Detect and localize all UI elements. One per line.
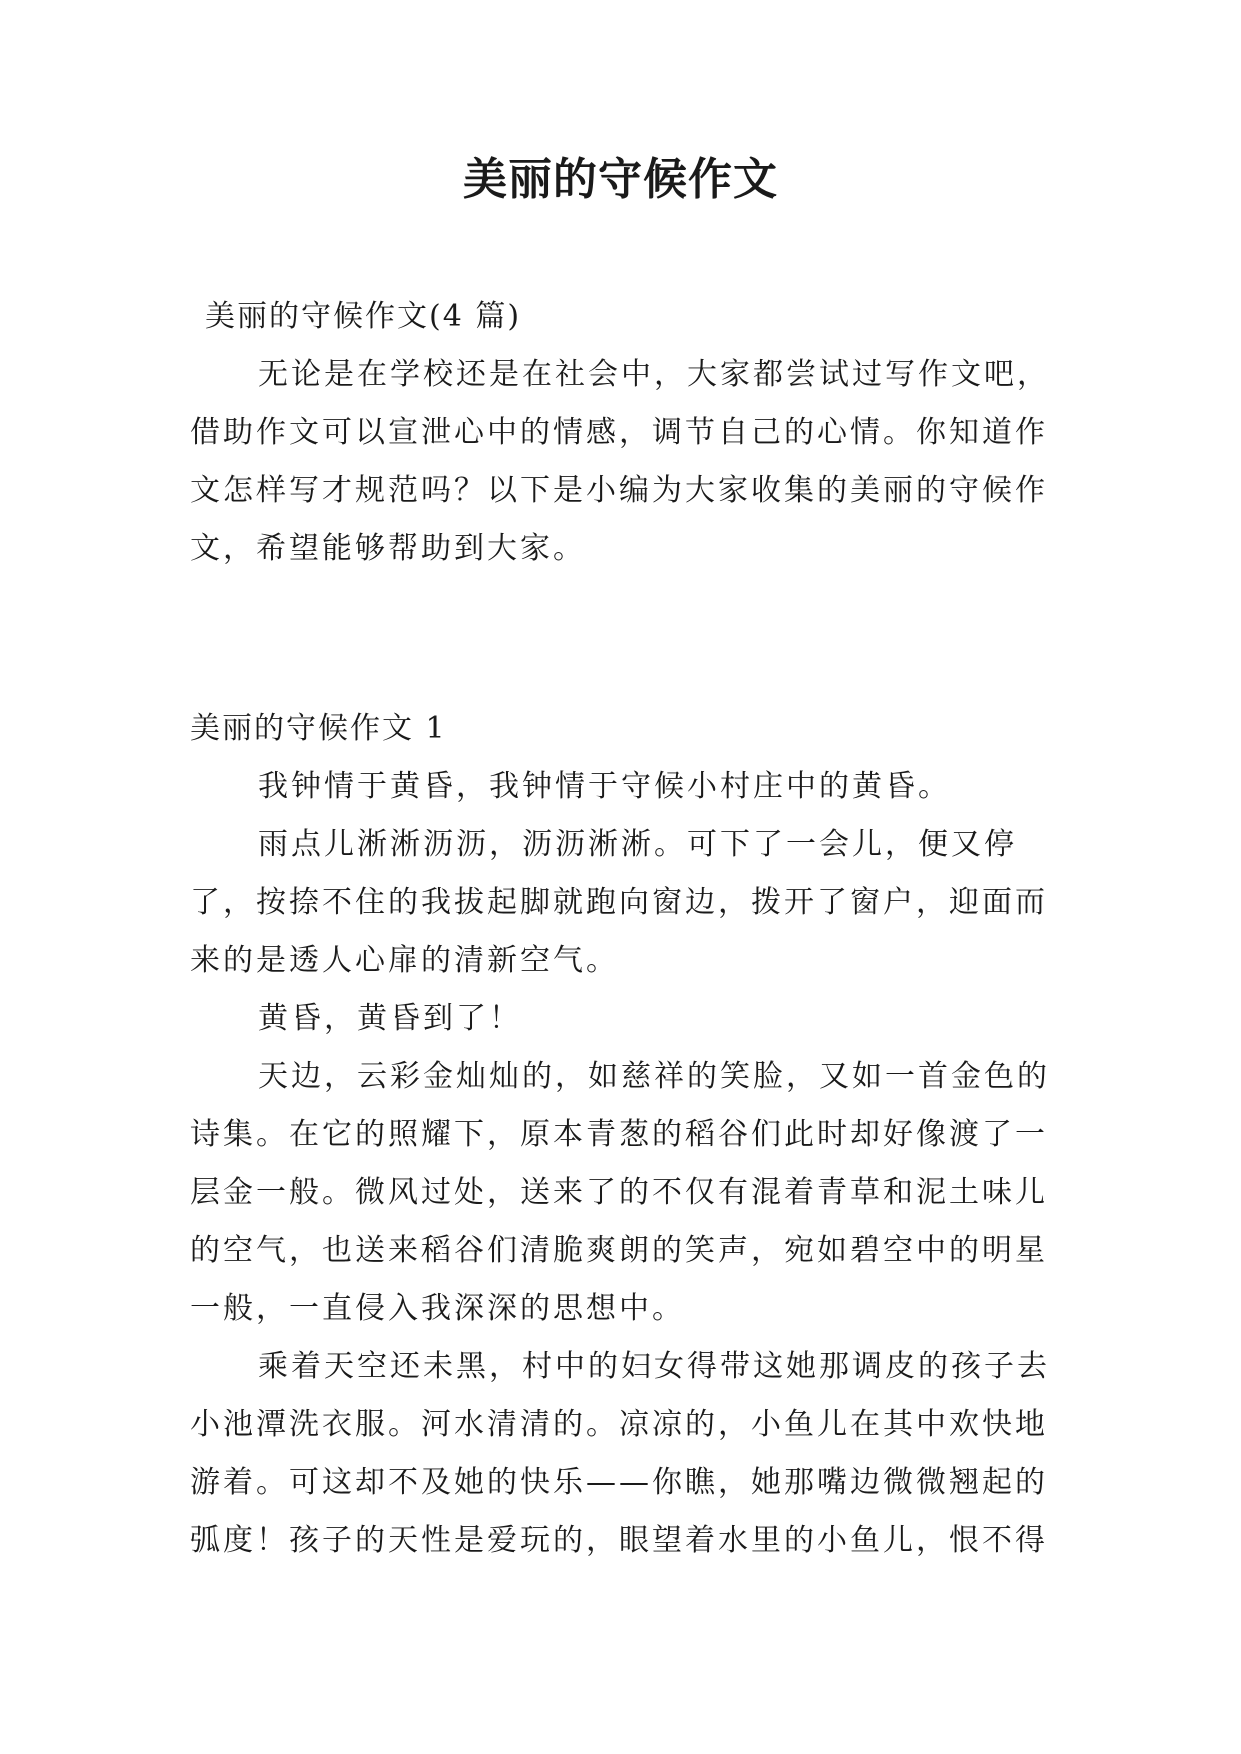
essay-paragraph: 我钟情于黄昏，我钟情于守候小村庄中的黄昏。 [258,769,951,804]
section-heading: 美丽的守候作文 1 [190,711,447,746]
intro-block [190,346,1065,578]
essay-paragraph: 黄昏，黄昏到了！ [258,1001,522,1036]
essay-body [190,758,1065,1570]
document-title: 美丽的守候作文 [463,154,778,205]
document-subtitle: 美丽的守候作文(4 篇) [205,299,522,334]
essay-paragraph: 雨点儿淅淅沥沥，沥沥淅淅。可下了一会儿，便又停了，按捺不住的我拔起脚就跑向窗边，拨开了窗户，迎面而来的是透人心扉的清新空气。 [190,827,1048,978]
essay-paragraph: 乘着天空还未黑，村中的妇女得带这她那调皮的孩子去小池潭洗衣服。河水清清的。凉凉的，小鱼儿在其中欢快地游着。可这却不及她的快乐——你瞧，她那嘴边微微翘起的弧度！孩子的天性是爱玩的，眼望着水里的小鱼儿，恨不得 [190,1349,1050,1558]
intro-paragraph: 无论是在学校还是在社会中，大家都尝试过写作文吧，借助作文可以宣泄心中的情感，调节自己的心情。你知道作文怎样写才规范吗？以下是小编为大家收集的美丽的守候作文，希望能够帮助到大家。 [190,357,1050,566]
essay-paragraph: 天边，云彩金灿灿的，如慈祥的笑脸，又如一首金色的诗集。在它的照耀下，原本青葱的稻谷们此时却好像渡了一层金一般。微风过处，送来了的不仅有混着青草和泥土味儿的空气，也送来稻谷们清脆爽朗的笑声，宛如碧空中的明星一般，一直侵入我深深的思想中。 [190,1059,1050,1326]
